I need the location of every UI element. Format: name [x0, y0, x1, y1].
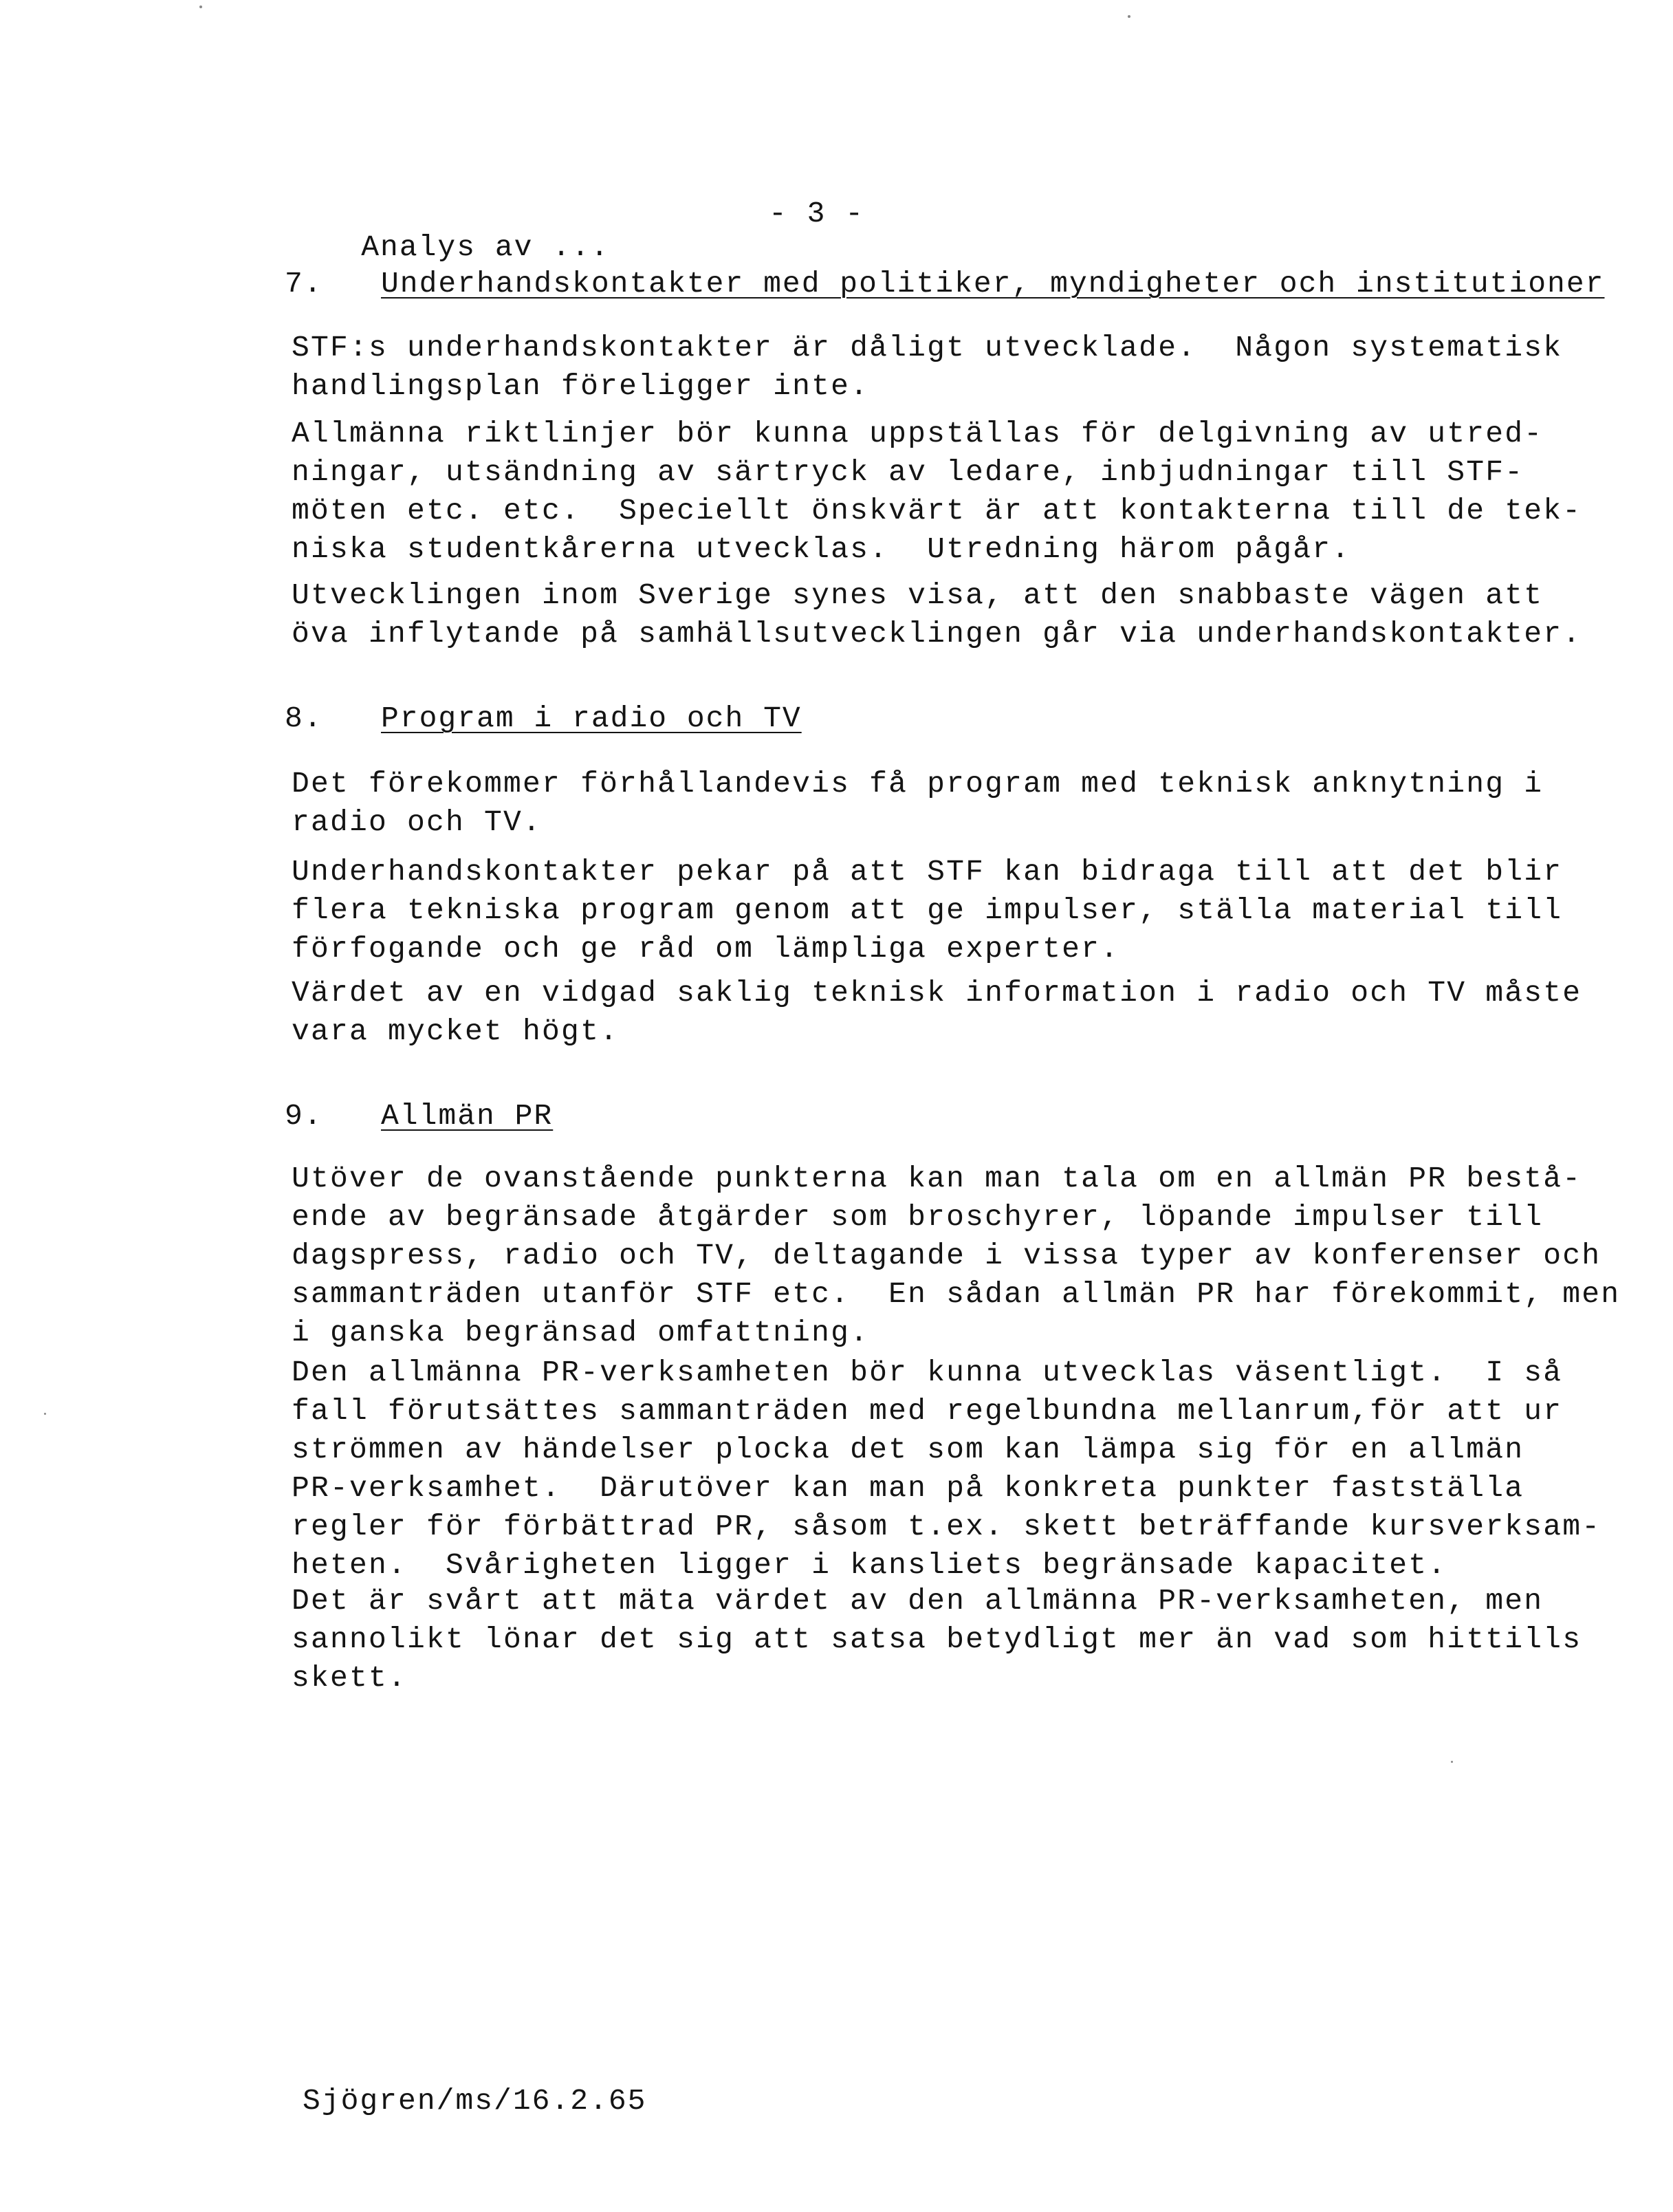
scan-speck — [199, 6, 202, 8]
page-number: - 3 - — [769, 197, 865, 230]
section-number: 7. — [285, 267, 323, 301]
section-8-paragraph-1 — [292, 765, 1571, 842]
section-title: Allmän PR — [381, 1099, 554, 1133]
running-title: Analys av ... — [361, 230, 610, 264]
section-9-heading — [285, 1099, 553, 1133]
text-line: ende av begränsade åtgärder som broschyrer, löpande impulser till — [292, 1200, 1544, 1234]
text-line: flera tekniska program genom att ge impulser, ställa material till — [292, 893, 1563, 927]
section-title: Program i radio och TV — [381, 702, 802, 735]
text-line: skett. — [292, 1661, 408, 1695]
text-line: Den allmänna PR-verksamheten bör kunna utvecklas väsentligt. I så — [292, 1356, 1563, 1389]
section-9-paragraph-1 — [292, 1160, 1621, 1352]
text-line: öva inflytande på samhällsutvecklingen går via underhandskontakter. — [292, 617, 1582, 651]
text-line: vara mycket högt. — [292, 1015, 620, 1048]
text-line: handlingsplan föreligger inte. — [292, 369, 870, 403]
footer-signature: Sjögren/ms/16.2.65 — [303, 2084, 647, 2118]
text-line: ningar, utsändning av särtryck av ledare, inbjudningar till STF- — [292, 455, 1524, 489]
text-line: sammanträden utanför STF etc. En sådan allmän PR har förekommit, men — [292, 1277, 1621, 1311]
section-number: 9. — [285, 1099, 323, 1133]
section-7-paragraph-1 — [292, 329, 1571, 406]
section-7-paragraph-2 — [292, 415, 1582, 569]
text-line: niska studentkårerna utvecklas. Utredning härom pågår. — [292, 532, 1351, 566]
text-line: dagspress, radio och TV, deltagande i vissa typer av konferenser och — [292, 1239, 1601, 1272]
section-number: 8. — [285, 702, 323, 735]
scan-speck — [1451, 1761, 1453, 1763]
text-line: Utvecklingen inom Sverige synes visa, att den snabbaste vägen att — [292, 578, 1544, 612]
text-line: heten. Svårigheten ligger i kansliets begränsade kapacitet. — [292, 1548, 1447, 1582]
text-line: Utöver de ovanstående punkterna kan man tala om en allmän PR bestå- — [292, 1162, 1582, 1195]
section-9-paragraph-3 — [292, 1582, 1582, 1698]
text-line: Värdet av en vidgad saklig teknisk information i radio och TV måste — [292, 976, 1582, 1010]
text-line: STF:s underhandskontakter är dåligt utvecklade. Någon systematisk — [292, 331, 1563, 365]
text-line: Underhandskontakter pekar på att STF kan bidraga till att det blir — [292, 855, 1563, 889]
scan-speck — [1128, 15, 1130, 18]
scan-speck — [44, 1413, 46, 1415]
text-line: möten etc. etc. Speciellt önskvärt är att kontakterna till de tek- — [292, 494, 1582, 528]
text-line: i ganska begränsad omfattning. — [292, 1316, 870, 1349]
text-line: sannolikt lönar det sig att satsa betydligt mer än vad som hittills — [292, 1623, 1582, 1656]
text-line: radio och TV. — [292, 805, 543, 839]
section-9-paragraph-2 — [292, 1354, 1601, 1585]
text-line: Det förekommer förhållandevis få program med teknisk anknytning i — [292, 767, 1544, 801]
section-8-heading — [285, 702, 802, 735]
running-header — [285, 197, 865, 332]
text-line: PR-verksamhet. Därutöver kan man på konkreta punkter fastställa — [292, 1471, 1524, 1505]
text-line: Det är svårt att mäta värdet av den allmänna PR-verksamheten, men — [292, 1584, 1544, 1618]
text-line: fall förutsättes sammanträden med regelbundna mellanrum,för att ur — [292, 1394, 1563, 1428]
text-line: förfogande och ge råd om lämpliga experter. — [292, 932, 1120, 966]
section-8-paragraph-2 — [292, 853, 1571, 968]
section-title: Underhandskontakter med politiker, myndigheter och institutioner — [381, 267, 1605, 301]
text-line: strömmen av händelser plocka det som kan lämpa sig för en allmän — [292, 1433, 1524, 1466]
section-7-heading — [285, 267, 1604, 301]
section-8-paragraph-3 — [292, 974, 1582, 1051]
section-7-paragraph-3 — [292, 576, 1582, 653]
text-line: regler för förbättrad PR, såsom t.ex. skett beträffande kursverksam- — [292, 1510, 1601, 1543]
text-line: Allmänna riktlinjer bör kunna uppställas för delgivning av utred- — [292, 417, 1544, 451]
